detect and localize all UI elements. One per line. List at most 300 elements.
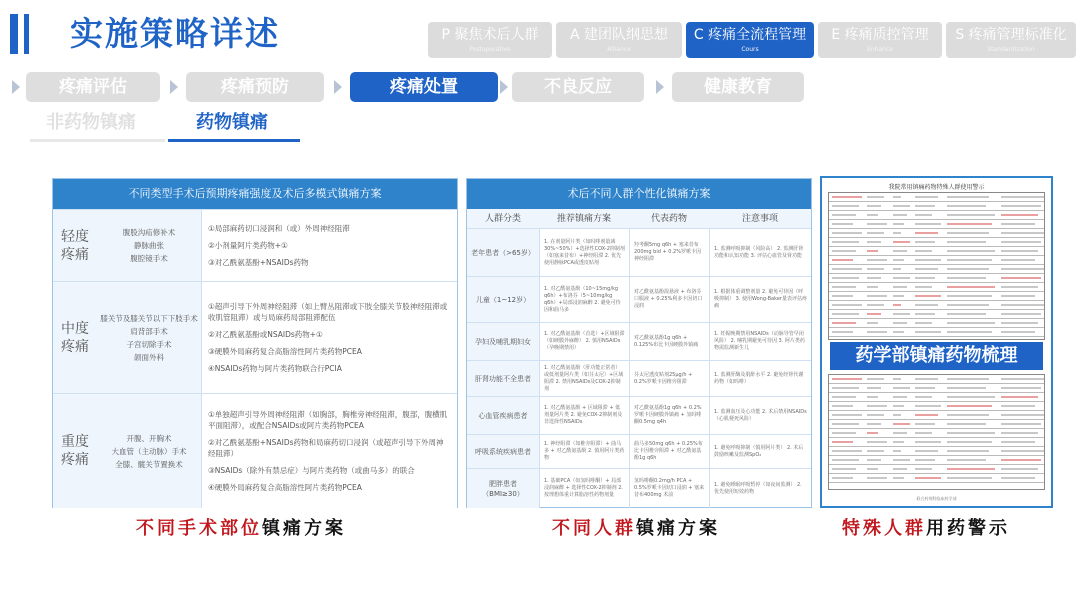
note-cell: 1. 监测呼吸抑制（风险高） 2. 监测肝肾功能和认知功能 3. 评估心血管及肾功能 [709, 229, 811, 276]
column-header: 注意事项 [741, 214, 778, 224]
note-cell: 1. 监测血压及心功能 2. 术后禁用NSAIDs（心肌梗死风险） [709, 397, 811, 434]
tab-label: C 疼痛全流程管理 [693, 27, 807, 43]
document-text-stroke [1001, 387, 1041, 389]
document-line [829, 393, 1044, 402]
document-text-stroke [832, 214, 856, 216]
page-title: 实施策略详述 [70, 14, 280, 53]
plan-cell: 1. 对乙酰氨基酚 + 区域阻滞 + 低剂量阿片类 2. 避免COX-2抑制剂及非选择性NSAIDs [539, 397, 629, 434]
table-row [467, 469, 811, 508]
document-text-stroke [867, 468, 878, 470]
document-text-stroke [832, 450, 862, 452]
document-text-stroke [867, 450, 884, 452]
document-text-stroke [1001, 250, 1038, 252]
group-cell: 呼吸系统疾病患者 [467, 435, 539, 468]
chevron-right-icon [656, 80, 664, 94]
document-text-stroke [915, 259, 941, 261]
caption-highlight: 不同手术部位 [136, 518, 262, 539]
document-text-stroke [915, 196, 938, 198]
caption-population [552, 516, 720, 542]
document-text-stroke [832, 423, 859, 425]
document-title: 我院常用镇痛药物特殊人群使用警示 [888, 184, 985, 191]
document-table-bottom [828, 374, 1045, 490]
chevron-right-icon [170, 80, 178, 94]
caption-text: 镇痛方案 [262, 518, 346, 539]
document-text-stroke [867, 432, 878, 434]
document-text-stroke [832, 223, 853, 225]
document-text-stroke [1001, 313, 1041, 315]
document-text-stroke [1001, 223, 1035, 225]
document-text-stroke [915, 396, 932, 398]
document-text-stroke [867, 196, 884, 198]
document-text-stroke [915, 414, 938, 416]
regimen-item: ①超声引导下外周神经阻滞（如上臂丛阻滞或下肢全膝关节股神经阻滞或收肌管阻滞）或与局麻药局部阻滞配伍 [208, 302, 448, 322]
tab-standardization[interactable] [946, 22, 1076, 58]
document-text-stroke [947, 241, 986, 243]
document-text-stroke [947, 295, 992, 297]
drug-cell: 对乙酰氨基酚1g q6h + 0.2%罗哌卡因硬膜外镇痛 + 氢吗啡酮0.5mg q4h [629, 397, 709, 434]
stage-health-education[interactable]: 健康教育 [672, 72, 804, 102]
document-text-stroke [1001, 205, 1041, 207]
tab-label: E 疼痛质控管理 [831, 27, 929, 43]
chevron-right-icon [334, 80, 342, 94]
document-text-stroke [947, 477, 992, 479]
document-text-stroke [832, 295, 853, 297]
document-text-stroke [915, 277, 935, 279]
document-text-stroke [947, 441, 992, 443]
document-line [829, 202, 1044, 211]
plan-cell: 1. 对乙酰氨基酚（10~15mg/kg q6h）+布洛芬（5~10mg/kg q6h）+局部浸润麻醉 2. 避免可待因和曲马多 [539, 277, 629, 322]
document-text-stroke [947, 304, 989, 306]
document-text-stroke [1001, 196, 1044, 198]
table-row [53, 281, 457, 393]
group-cell: 孕妇及哺乳期妇女 [467, 323, 539, 360]
document-text-stroke [893, 331, 904, 333]
table-row [467, 435, 811, 469]
document-line [829, 247, 1044, 256]
document-text-stroke [867, 396, 878, 398]
subtab-underline-active [168, 139, 300, 142]
document-text-stroke [893, 232, 901, 234]
pain-level: 中度疼痛 [61, 320, 89, 355]
plan-cell: 1. 基础PCA（如氢吗啡酮）+ 局部浸润麻醉 + 选择性COX-2抑制剂 2. 按理想体重计算脂溶性药物剂量 [539, 469, 629, 508]
stage-pain-prevention[interactable]: 疼痛预防 [186, 72, 324, 102]
drug-cell: 曲马多50mg q6h + 0.25%布比卡因椎旁阻滞 + 对乙酰氨基酚1g q6h [629, 435, 709, 468]
document-text-stroke [915, 205, 935, 207]
document-text-stroke [915, 387, 935, 389]
caption-highlight: 特殊人群 [842, 518, 926, 539]
document-line [829, 474, 1044, 483]
table-row [467, 277, 811, 323]
document-text-stroke [1001, 459, 1041, 461]
document-text-stroke [867, 414, 884, 416]
chevron-right-icon [12, 80, 20, 94]
table-row [53, 209, 457, 281]
document-text-stroke [867, 250, 878, 252]
stage-adverse-reaction[interactable]: 不良反应 [512, 72, 644, 102]
panel-title: 术后不同人群个性化镇痛方案 [467, 179, 811, 209]
document-text-stroke [867, 277, 881, 279]
regimen-list [201, 210, 457, 281]
drug-cell: 对乙酰氨基酚1g q6h + 0.125%布比卡因硬膜外镇痛 [629, 323, 709, 360]
regimen-item: ③硬膜外局麻药复合高脂溶性阿片类药物PCEA [208, 347, 362, 356]
document-text-stroke [893, 241, 910, 243]
document-text-stroke [832, 414, 862, 416]
regimen-item: ①单独超声引导外周神经阻滞（如胸部，胸椎旁神经阻滞，腹部，腹横肌平面阻滞），或配合NSAIDs或阿片类药物PCEA [208, 410, 448, 430]
document-text-stroke [893, 277, 910, 279]
document-text-stroke [915, 304, 938, 306]
document-text-stroke [947, 286, 995, 288]
document-text-stroke [947, 378, 989, 380]
document-text-stroke [915, 477, 941, 479]
document-banner: 药学部镇痛药物梳理 [830, 342, 1043, 370]
document-text-stroke [893, 432, 907, 434]
document-footer: 联合药剂科临床药学部 [916, 496, 957, 501]
note-cell: 1. 监测肝酶及肌酐水平 2. 避免经肾代谢药物（如吗啡） [709, 361, 811, 396]
document-text-stroke [947, 196, 989, 198]
document-text-stroke [915, 223, 941, 225]
table-header [467, 209, 811, 229]
document-text-stroke [893, 223, 904, 225]
document-line [829, 283, 1044, 292]
document-text-stroke [1001, 286, 1038, 288]
title-accent-bar [10, 14, 18, 54]
document-line [829, 301, 1044, 310]
document-text-stroke [832, 459, 859, 461]
document-text-stroke [867, 405, 887, 407]
document-text-stroke [893, 405, 904, 407]
document-text-stroke [867, 378, 884, 380]
surgery-list: 膝关节及膝关节以下下肢手术 肩背部手术 子宫切除手术 颌面外科 [100, 313, 198, 362]
document-text-stroke [832, 322, 856, 324]
document-line [829, 265, 1044, 274]
document-line [829, 211, 1044, 220]
document-text-stroke [947, 214, 995, 216]
chevron-right-icon [500, 80, 508, 94]
document-text-stroke [1001, 378, 1044, 380]
document-text-stroke [893, 196, 901, 198]
document-text-stroke [893, 468, 907, 470]
regimen-item: ②对乙酰氨基酚+NSAIDs药物和局麻药切口浸润（或超声引导下外周神经阻滞） [208, 438, 444, 458]
tab-label: S 疼痛管理标准化 [955, 27, 1067, 43]
document-text-stroke [1001, 405, 1035, 407]
document-text-stroke [832, 250, 856, 252]
document-text-stroke [947, 396, 995, 398]
drug-cell: 羟考酮5mg q6h + 塞来昔布200mg bid + 0.2%罗哌卡因神经阻滞 [629, 229, 709, 276]
document-line [829, 402, 1044, 411]
note-cell: 1. 避免睡眠呼吸暂停（如夜间监测） 2. 优先使用短效药物 [709, 469, 811, 508]
column-header: 人群分类 [484, 214, 521, 224]
document-text-stroke [867, 331, 887, 333]
document-text-stroke [893, 205, 910, 207]
document-line [829, 411, 1044, 420]
pain-level: 轻度疼痛 [61, 228, 89, 263]
document-line [829, 220, 1044, 229]
regimen-item: ①局部麻药切口浸润和（或）外周神经阻滞 [208, 224, 350, 233]
document-line [829, 429, 1044, 438]
document-text-stroke [867, 286, 878, 288]
document-text-stroke [893, 414, 901, 416]
document-text-stroke [1001, 423, 1041, 425]
table-row [467, 323, 811, 361]
document-text-stroke [947, 414, 989, 416]
document-text-stroke [893, 250, 907, 252]
document-text-stroke [832, 477, 853, 479]
group-cell: 肝肾功能不全患者 [467, 361, 539, 396]
document-text-stroke [893, 295, 904, 297]
document-text-stroke [867, 232, 884, 234]
document-line [829, 238, 1044, 247]
document-text-stroke [893, 313, 910, 315]
document-text-stroke [867, 295, 887, 297]
document-line [829, 375, 1044, 384]
regimen-item: ②小剂量阿片类药物+① [208, 241, 288, 250]
document-text-stroke [947, 450, 989, 452]
document-text-stroke [832, 259, 853, 261]
document-text-stroke [947, 268, 989, 270]
document-line [829, 447, 1044, 456]
document-text-stroke [915, 322, 932, 324]
document-text-stroke [947, 277, 986, 279]
tab-postoperative[interactable] [428, 22, 552, 58]
document-text-stroke [947, 205, 986, 207]
document-text-stroke [893, 378, 901, 380]
plan-cell: 1. 对乙酰氨基酚（首选）+区域阻滞（如硬膜外麻醉） 2. 慎用NSAIDs（孕晚期禁用） [539, 323, 629, 360]
document-text-stroke [1001, 214, 1038, 216]
document-text-stroke [893, 286, 907, 288]
document-text-stroke [947, 423, 986, 425]
document-text-stroke [832, 286, 856, 288]
document-text-stroke [1001, 232, 1044, 234]
pain-level: 重度疼痛 [61, 434, 89, 468]
document-text-stroke [947, 232, 989, 234]
group-cell: 儿童（1~12岁） [467, 277, 539, 322]
document-text-stroke [832, 241, 859, 243]
document-line [829, 256, 1044, 265]
note-cell: 1. 根据体重调整剂量 2. 避免可待因（呼吸抑制） 3. 使用Wong-Baker量表评估疼痛 [709, 277, 811, 322]
document-text-stroke [867, 259, 887, 261]
document-text-stroke [1001, 295, 1035, 297]
document-text-stroke [947, 468, 995, 470]
document-text-stroke [915, 313, 935, 315]
tab-sublabel: Enhance [867, 46, 893, 53]
document-line [829, 420, 1044, 429]
document-text-stroke [832, 331, 853, 333]
document-text-stroke [915, 331, 941, 333]
document-text-stroke [915, 250, 932, 252]
subtab-non-drug[interactable]: 非药物镇痛 [46, 112, 136, 133]
tab-label: A 建团队纲思想 [569, 27, 669, 43]
document-text-stroke [915, 286, 932, 288]
document-text-stroke [832, 432, 856, 434]
tab-label: P 聚焦术后人群 [441, 27, 539, 43]
document-text-stroke [893, 387, 910, 389]
population-panel [466, 178, 812, 508]
stage-pain-assessment[interactable]: 疼痛评估 [26, 72, 160, 102]
document-text-stroke [915, 232, 938, 234]
document-text-stroke [867, 322, 878, 324]
caption-surgery [136, 516, 346, 542]
document-text-stroke [1001, 331, 1035, 333]
document-text-stroke [832, 268, 862, 270]
document-text-stroke [1001, 322, 1038, 324]
document-text-stroke [867, 441, 887, 443]
document-line [829, 229, 1044, 238]
document-text-stroke [947, 313, 986, 315]
table-row [467, 229, 811, 277]
document-text-stroke [947, 322, 995, 324]
note-cell: 1. 妊娠晚期禁用NSAIDs（动脉导管早闭风险） 2. 哺乳期避免可待因 3. 阿片类药物需监测新生儿 [709, 323, 811, 360]
document-text-stroke [832, 378, 862, 380]
document-line [829, 465, 1044, 474]
document-text-stroke [915, 432, 932, 434]
document-text-stroke [893, 396, 907, 398]
regimen-item: ③对乙酰氨基酚+NSAIDs药物 [208, 258, 309, 267]
tab-cours[interactable] [686, 22, 814, 58]
tab-enhance[interactable] [818, 22, 942, 58]
caption-text: 镇痛方案 [636, 518, 720, 539]
document-text-stroke [867, 268, 884, 270]
regimen-item: ②对乙酰氨基酚或NSAIDs药物+① [208, 330, 323, 339]
title-accent-bar-thin [24, 14, 29, 54]
drug-cell: 芬太尼透皮贴剂25μg/h + 0.2%罗哌卡因椎旁阻滞 [629, 361, 709, 396]
document-text-stroke [915, 423, 935, 425]
document-text-stroke [1001, 396, 1038, 398]
document-text-stroke [867, 313, 881, 315]
tab-sublabel: Alliance [607, 46, 631, 53]
table-row [467, 397, 811, 435]
document-text-stroke [1001, 268, 1044, 270]
stage-pain-treatment[interactable]: 疼痛处置 [350, 72, 498, 102]
document-text-stroke [893, 322, 907, 324]
document-line [829, 384, 1044, 393]
surgery-type-panel [52, 178, 458, 508]
table-row [467, 361, 811, 397]
document-text-stroke [1001, 468, 1038, 470]
document-text-stroke [915, 468, 932, 470]
document-text-stroke [1001, 477, 1035, 479]
special-population-document [820, 176, 1053, 508]
document-text-stroke [915, 450, 938, 452]
document-text-stroke [947, 223, 992, 225]
document-text-stroke [947, 387, 986, 389]
document-line [829, 292, 1044, 301]
document-text-stroke [832, 313, 859, 315]
document-text-stroke [893, 259, 904, 261]
document-text-stroke [867, 459, 881, 461]
document-text-stroke [867, 223, 887, 225]
document-text-stroke [1001, 441, 1035, 443]
caption-warning [842, 516, 1010, 542]
regimen-item: ④硬膜外局麻药复合高脂溶性阿片类药物PCEA [208, 483, 362, 492]
regimen-item: ④NSAIDs药物与阿片类药物联合行PCIA [208, 364, 342, 373]
document-text-stroke [915, 295, 941, 297]
document-text-stroke [915, 214, 932, 216]
document-text-stroke [832, 441, 853, 443]
document-line [829, 456, 1044, 465]
document-text-stroke [893, 214, 907, 216]
column-header: 代表药物 [650, 214, 687, 224]
regimen-item: ③NSAIDs（除外有禁忌症）与阿片类药物（或曲马多）的联合 [208, 466, 415, 475]
document-text-stroke [893, 459, 910, 461]
note-cell: 1. 避免呼吸抑制（慎用阿片类） 2. 术后鼓励咳嗽及监测SpO₂ [709, 435, 811, 468]
document-line [829, 328, 1044, 337]
document-text-stroke [867, 205, 881, 207]
document-text-stroke [832, 405, 853, 407]
plan-cell: 1. 在剂量阿片类（如吗啡剂量减30%~50%）+选择性COX-2抑制剂（如塞来昔布）+神经阻滞 2. 优先使用静脉PCA或透皮贴剂 [539, 229, 629, 276]
document-text-stroke [915, 459, 935, 461]
document-text-stroke [1001, 450, 1044, 452]
document-text-stroke [893, 450, 901, 452]
surgery-list: 开腹、开胸术 大血管（主动脉）手术 全膝、髋关节置换术 [111, 433, 187, 469]
document-text-stroke [893, 268, 901, 270]
document-text-stroke [947, 331, 992, 333]
document-text-stroke [947, 259, 992, 261]
document-text-stroke [893, 477, 904, 479]
document-text-stroke [947, 432, 995, 434]
subtab-drug[interactable]: 药物镇痛 [196, 112, 268, 133]
document-text-stroke [893, 304, 901, 306]
document-text-stroke [867, 241, 881, 243]
drug-cell: 对乙酰氨基酚混悬液 + 布洛芬口服液 + 0.25%利多卡因切口浸润 [629, 277, 709, 322]
table-row [53, 393, 457, 508]
document-line [829, 193, 1044, 202]
document-text-stroke [832, 468, 856, 470]
document-text-stroke [1001, 414, 1044, 416]
document-text-stroke [947, 250, 995, 252]
document-text-stroke [893, 423, 910, 425]
document-text-stroke [832, 387, 859, 389]
regimen-list [201, 282, 457, 393]
group-cell: 心血管疾病患者 [467, 397, 539, 434]
document-text-stroke [832, 304, 862, 306]
document-text-stroke [867, 423, 881, 425]
document-text-stroke [893, 441, 904, 443]
document-text-stroke [915, 268, 938, 270]
document-text-stroke [915, 441, 941, 443]
caption-highlight: 不同人群 [552, 518, 636, 539]
document-line [829, 274, 1044, 283]
document-text-stroke [867, 304, 884, 306]
document-line [829, 438, 1044, 447]
document-text-stroke [867, 387, 881, 389]
tab-sublabel: Cours [741, 46, 759, 53]
document-text-stroke [832, 232, 862, 234]
document-line [829, 319, 1044, 328]
document-text-stroke [947, 405, 992, 407]
plan-cell: 1. 对乙酰氨基酚（肝功能正常者）或低剂量阿片类（如芬太尼）+区域阻滞 2. 禁用NSAIDs及COX-2抑制剂 [539, 361, 629, 396]
tab-sublabel: Standardization [987, 46, 1035, 53]
drug-cell: 氢吗啡酮0.2mg/h PCA + 0.5%罗哌卡因切口浸润 + 塞来昔布400mg 术前 [629, 469, 709, 508]
document-text-stroke [947, 459, 986, 461]
document-text-stroke [1001, 432, 1038, 434]
panel-title: 不同类型手术后预期疼痛强度及术后多模式镇痛方案 [53, 179, 457, 209]
document-text-stroke [832, 196, 862, 198]
column-header: 推荐镇痛方案 [556, 214, 611, 224]
document-text-stroke [1001, 259, 1035, 261]
document-text-stroke [915, 378, 938, 380]
tab-sublabel: Postoperative [469, 46, 511, 53]
document-text-stroke [1001, 277, 1041, 279]
tab-alliance[interactable] [556, 22, 682, 58]
document-text-stroke [1001, 241, 1041, 243]
document-text-stroke [915, 405, 941, 407]
document-text-stroke [867, 477, 887, 479]
document-text-stroke [832, 277, 859, 279]
group-cell: 肥胖患者（BMI≥30） [467, 469, 539, 508]
plan-cell: 1. 神经阻滞（如椎旁阻滞）+ 曲马多 + 对乙酰氨基酚 2. 慎用阿片类药物 [539, 435, 629, 468]
group-cell: 老年患者（>65岁） [467, 229, 539, 276]
document-table-top [828, 192, 1045, 340]
